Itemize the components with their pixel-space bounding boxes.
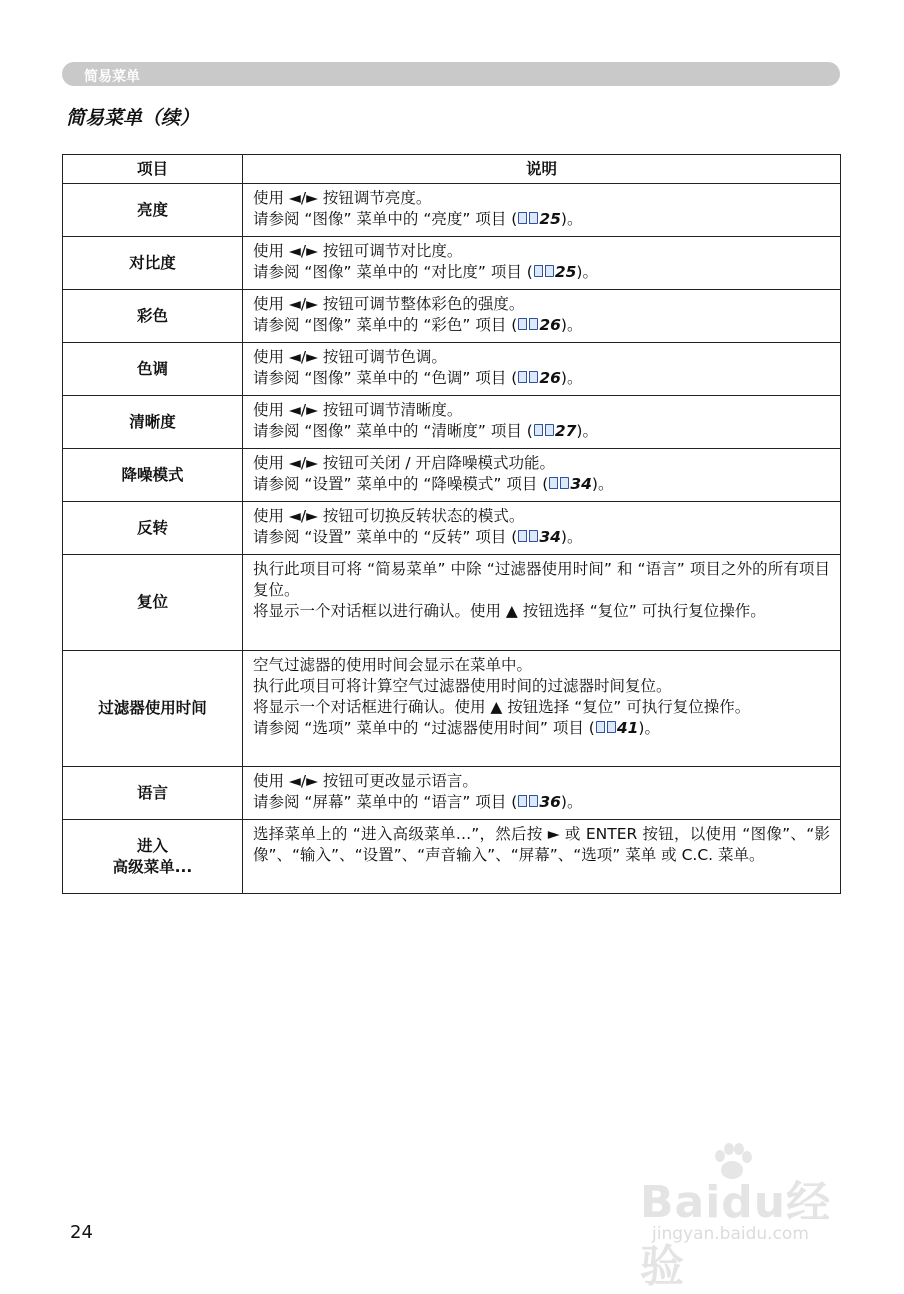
book-icon <box>518 371 538 384</box>
description-line <box>253 368 830 389</box>
item-cell <box>63 767 243 820</box>
description-text: 使用 ◄/► 按钮可切换反转状态的模式。 <box>253 507 525 525</box>
item-cell <box>63 343 243 396</box>
description-line <box>253 771 830 792</box>
table-row <box>63 767 841 820</box>
description-text: 请参阅 “图像” 菜单中的 “色调” 项目 ( <box>253 369 518 387</box>
table-row <box>63 555 841 651</box>
reference-suffix: )。 <box>591 475 614 493</box>
reference-suffix: )。 <box>560 793 583 811</box>
description-text: 使用 ◄/► 按钮可调节色调。 <box>253 348 447 366</box>
description-line <box>253 347 830 368</box>
reference-suffix: )。 <box>576 422 598 440</box>
table-row <box>63 184 841 237</box>
description-text: 请参阅 “选项” 菜单中的 “过滤器使用时间” 项目 ( <box>253 719 595 737</box>
description-text: 请参阅 “图像” 菜单中的 “亮度” 项目 ( <box>253 210 518 228</box>
book-icon <box>596 721 616 734</box>
book-icon <box>518 795 538 808</box>
item-name: 进入 <box>136 836 168 855</box>
description-line <box>253 676 830 697</box>
description-text: 请参阅 “屏幕” 菜单中的 “语言” 项目 ( <box>253 793 518 811</box>
description-text: 请参阅 “图像” 菜单中的 “彩色” 项目 ( <box>253 316 518 334</box>
description-cell <box>243 767 841 820</box>
table-row <box>63 290 841 343</box>
description-cell <box>243 343 841 396</box>
menu-table <box>62 154 841 894</box>
description-cell <box>243 184 841 237</box>
description-text: 请参阅 “设置” 菜单中的 “反转” 项目 ( <box>253 528 518 546</box>
table-row <box>63 820 841 894</box>
watermark-brand: Baidu经验 <box>640 1177 832 1292</box>
page-number: 24 <box>70 1222 93 1243</box>
item-cell <box>63 651 243 767</box>
item-cell <box>63 290 243 343</box>
description-line <box>253 294 830 315</box>
watermark-url: jingyan.baidu.com <box>652 1224 809 1244</box>
item-cell <box>63 502 243 555</box>
item-name: 过滤器使用时间 <box>98 699 207 717</box>
description-text: 使用 ◄/► 按钮可调节整体彩色的强度。 <box>253 295 525 313</box>
reference-suffix: )。 <box>638 719 660 737</box>
description-line <box>253 824 830 866</box>
description-text: 将显示一个对话框以进行确认。使用 ▲ 按钮选择 “复位” 可执行复位操作。 <box>253 602 766 620</box>
description-text: 请参阅 “图像” 菜单中的 “清晰度” 项目 ( <box>253 422 533 440</box>
description-cell <box>243 820 841 894</box>
description-line <box>253 474 830 495</box>
description-line <box>253 421 830 442</box>
description-text: 使用 ◄/► 按钮可更改显示语言。 <box>253 772 478 790</box>
item-cell <box>63 449 243 502</box>
description-text: 请参阅 “设置” 菜单中的 “降噪模式” 项目 ( <box>253 475 549 493</box>
description-cell <box>243 449 841 502</box>
description-cell <box>243 237 841 290</box>
description-text: 使用 ◄/► 按钮可调节清晰度。 <box>253 401 463 419</box>
table-row <box>63 449 841 502</box>
description-text: 使用 ◄/► 按钮可关闭 / 开启降噪模式功能。 <box>253 454 555 472</box>
item-name: 彩色 <box>136 306 168 325</box>
description-cell <box>243 651 841 767</box>
book-icon <box>518 530 538 543</box>
description-line <box>253 315 830 336</box>
description-line <box>253 559 830 601</box>
book-icon <box>534 265 554 278</box>
description-line <box>253 718 830 739</box>
description-cell <box>243 555 841 651</box>
table-row <box>63 396 841 449</box>
description-line <box>253 209 830 230</box>
description-line <box>253 262 830 283</box>
description-cell <box>243 396 841 449</box>
book-icon <box>534 424 554 437</box>
table-body <box>63 184 841 894</box>
description-line <box>253 655 830 676</box>
item-name: 降噪模式 <box>121 465 184 484</box>
page-reference[interactable]: 34 <box>539 528 561 546</box>
page-reference[interactable]: 41 <box>616 719 639 737</box>
header-label: 简易菜单 <box>84 69 140 85</box>
description-text: 空气过滤器的使用时间会显示在菜单中。 <box>253 656 533 674</box>
item-name: 色调 <box>136 359 168 378</box>
book-icon <box>549 477 569 490</box>
table-row <box>63 502 841 555</box>
page-reference[interactable]: 27 <box>554 422 577 440</box>
description-line <box>253 792 830 813</box>
description-text: 执行此项目可将 “简易菜单” 中除 “过滤器使用时间” 和 “语言” 项目之外的所有项目复位。 <box>253 560 830 599</box>
description-line <box>253 506 830 527</box>
page-reference[interactable]: 25 <box>539 210 561 228</box>
description-text: 将显示一个对话框进行确认。使用 ▲ 按钮选择 “复位” 可执行复位操作。 <box>253 698 751 716</box>
description-line <box>253 527 830 548</box>
description-cell <box>243 502 841 555</box>
description-text: 执行此项目可将计算空气过滤器使用时间的过滤器时间复位。 <box>253 677 672 695</box>
reference-suffix: )。 <box>560 369 583 387</box>
description-text: 使用 ◄/► 按钮调节亮度。 <box>253 189 432 207</box>
description-line <box>253 697 830 718</box>
item-name: 清晰度 <box>129 412 176 431</box>
reference-suffix: )。 <box>560 316 583 334</box>
table-row <box>63 237 841 290</box>
item-cell <box>63 184 243 237</box>
column-header-description: 说明 <box>243 155 841 184</box>
table-row <box>63 343 841 396</box>
book-icon <box>518 212 538 225</box>
page-reference[interactable]: 36 <box>539 793 561 811</box>
description-line <box>253 241 830 262</box>
item-cell <box>63 555 243 651</box>
reference-suffix: )。 <box>560 210 583 228</box>
description-text: 使用 ◄/► 按钮可调节对比度。 <box>253 242 463 260</box>
description-line <box>253 453 830 474</box>
item-cell <box>63 237 243 290</box>
item-name: 语言 <box>136 783 168 802</box>
column-header-item: 项目 <box>63 155 243 184</box>
reference-suffix: )。 <box>576 263 598 281</box>
description-line <box>253 400 830 421</box>
page-reference[interactable]: 26 <box>539 369 561 387</box>
description-line <box>253 601 830 622</box>
description-text: 请参阅 “图像” 菜单中的 “对比度” 项目 ( <box>253 263 533 281</box>
item-name: 复位 <box>136 593 168 611</box>
item-name: 亮度 <box>136 200 168 219</box>
header-bar <box>62 62 840 86</box>
item-name: 高级菜单... <box>112 857 193 876</box>
reference-suffix: )。 <box>560 528 583 546</box>
item-name: 反转 <box>136 518 168 537</box>
table-row <box>63 651 841 767</box>
table-header-row <box>63 155 841 184</box>
page-reference[interactable]: 25 <box>554 263 577 281</box>
description-line <box>253 188 830 209</box>
description-text: 选择菜单上的 “进入高级菜单…”，然后按 ► 或 ENTER 按钮，以使用 “图像”、“影像”、“输入”、“设置”、“声音输入”、“屏幕”、“选项” 菜单 或 C.C. 菜单。 <box>253 825 830 864</box>
watermark <box>640 1140 850 1292</box>
book-icon <box>518 318 538 331</box>
item-cell <box>63 396 243 449</box>
item-name: 对比度 <box>129 253 176 272</box>
page-reference[interactable]: 34 <box>570 475 592 493</box>
item-cell <box>63 820 243 894</box>
page-title: 简易菜单（续） <box>66 107 200 129</box>
description-cell <box>243 290 841 343</box>
page-reference[interactable]: 26 <box>539 316 561 334</box>
